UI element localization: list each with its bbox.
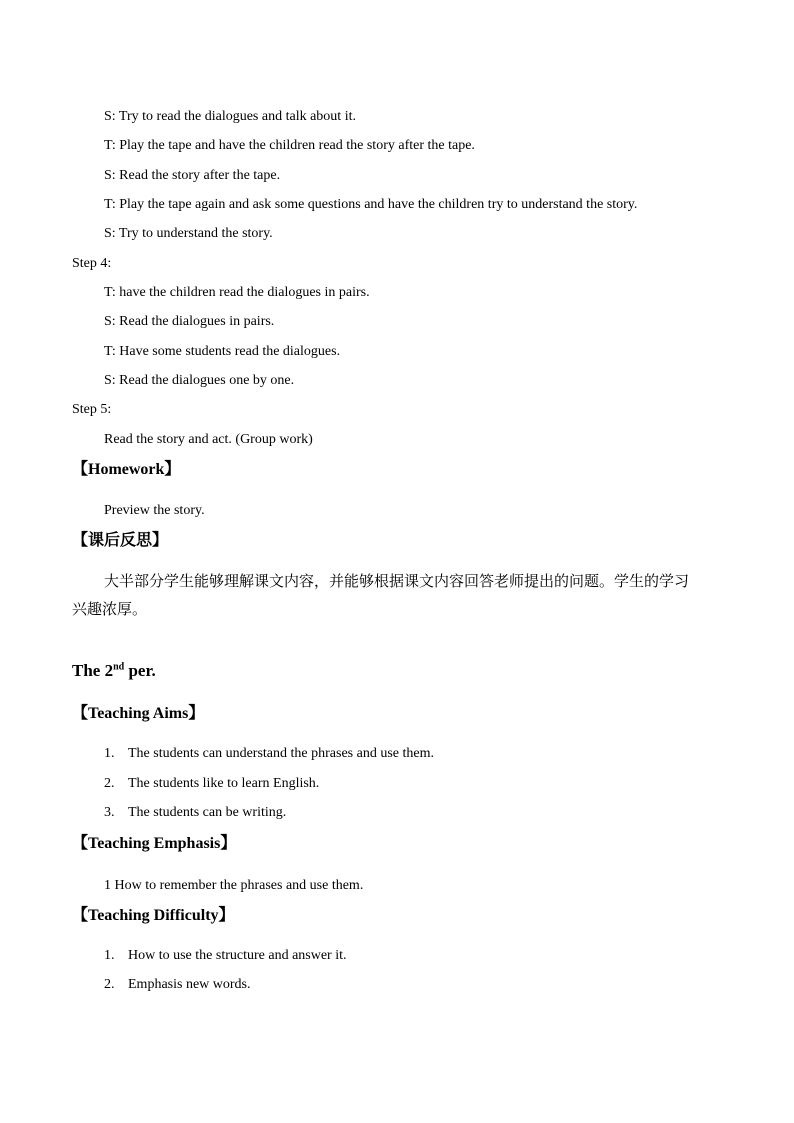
dialogue-line: S: Read the story after the tape. [104, 168, 281, 183]
reflection-line: 大半部分学生能够理解课文内容，并能够根据课文内容回答老师提出的问题。学生的学习 [104, 572, 690, 590]
homework-text: Preview the story. [104, 503, 205, 518]
reflection-heading: 【课后反思】 [72, 532, 169, 549]
list-number: 3. [104, 805, 115, 820]
list-text: Emphasis new words. [128, 977, 251, 992]
reflection-line: 兴趣浓厚。 [72, 600, 148, 618]
dialogue-line: Read the story and act. (Group work) [104, 432, 313, 447]
list-item [104, 775, 319, 793]
dialogue-line: S: Read the dialogues one by one. [104, 373, 295, 388]
dialogue-line: T: have the children read the dialogues in pairs. [104, 285, 370, 300]
teaching-difficulty-heading: 【Teaching Difficulty】 [72, 907, 235, 924]
period-title-prefix: The 2 [72, 661, 114, 680]
teaching-emphasis-heading: 【Teaching Emphasis】 [72, 835, 237, 852]
emphasis-text: 1 How to remember the phrases and use them. [104, 878, 364, 893]
step-label: Step 4: [72, 256, 112, 271]
list-item [104, 745, 434, 763]
dialogue-line: S: Read the dialogues in pairs. [104, 314, 275, 329]
list-text: How to use the structure and answer it. [128, 948, 347, 963]
list-item [104, 976, 251, 994]
list-number: 1. [104, 746, 115, 761]
list-item [104, 804, 286, 822]
homework-heading: 【Homework】 [72, 461, 181, 478]
list-item [104, 947, 347, 965]
step-label: Step 5: [72, 402, 112, 417]
dialogue-line: S: Try to read the dialogues and talk about it. [104, 109, 356, 124]
list-number: 2. [104, 977, 115, 992]
list-number: 2. [104, 776, 115, 791]
dialogue-line: S: Try to understand the story. [104, 226, 273, 241]
dialogue-line: T: Have some students read the dialogues. [104, 344, 341, 359]
period-title-sup: nd [113, 661, 125, 673]
teaching-aims-heading: 【Teaching Aims】 [72, 705, 205, 722]
list-number: 1. [104, 948, 115, 963]
period-title [72, 661, 156, 681]
dialogue-line: T: Play the tape and have the children read the story after the tape. [104, 138, 475, 153]
period-title-suffix: per. [124, 661, 156, 680]
list-text: The students can understand the phrases and use them. [128, 746, 434, 761]
list-text: The students like to learn English. [128, 776, 320, 791]
dialogue-line: T: Play the tape again and ask some questions and have the children try to understand the story. [104, 197, 638, 212]
list-text: The students can be writing. [128, 805, 287, 820]
